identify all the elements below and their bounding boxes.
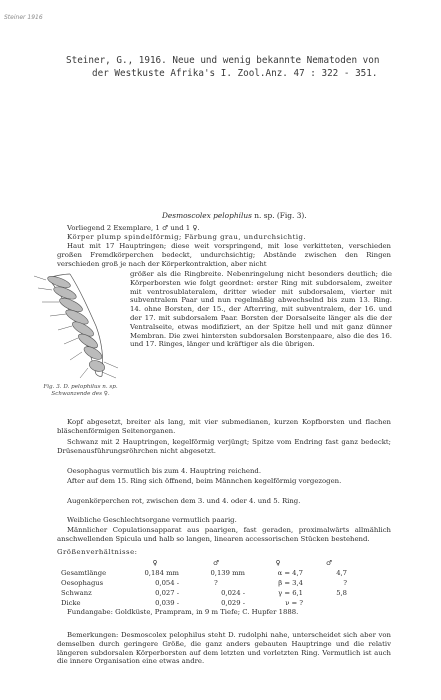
cell-female-value: 0,039 - (155, 599, 179, 607)
cell-female-value: 0,184 mm (144, 569, 179, 577)
table-row (57, 568, 351, 578)
nematode-tail-drawing (30, 272, 122, 380)
species-title-rest: n. sp. (Fig. 3). (254, 211, 307, 220)
citation-header (66, 55, 438, 80)
cell-male-ratio: ? (343, 579, 347, 587)
measurements-table (57, 558, 351, 608)
row-label: Gesamtlänge (61, 569, 107, 577)
para-haut: Haut mit 17 Hauptringen; diese weit vorspringend, mit lose verkitteten, verschieden großen Fremdkörperchen bedeckt, undurchsichtig; Abstände zwischen den Ringen verschieden groß je nach der Körperkontraktion, aber nicht (57, 242, 391, 268)
cell-female-value: 0,027 - (155, 589, 179, 597)
table-row (57, 588, 351, 598)
species-name: Desmoscolex pelophilus (162, 211, 252, 220)
cell-female-value: 0,054 - (155, 579, 179, 587)
para-vorliegend: Vorliegend 2 Exemplare, 1 ♂ und 1 ♀. (67, 224, 200, 232)
row-label: Dicke (61, 599, 81, 607)
para-wrapped-body: größer als die Ringbreite. Nebenringelung nicht besonders deutlich; die Körperborsten wie folgt geordnet: erster Ring mit subdorsalem, zweiter mit ventrosublateralem, dritter wieder mit subdorsalem, vierter mit subventralem Paar und nun regelmäßig abwechselnd bis zum 13. Ring. 14. ohne Borsten, der 15., der Afterring, mit subventralem, der 16. und der 17. mit subdorsalem Paar. Borsten der Dorsalseite länger als die der Ventralseite, etwas modifiziert, an der Spitze hell und mit ganz dünner Membran. Die zwei hintersten subdorsalen Borstenpaare, also die des 16. und 17. Ringes, länger und kräftiger als die übrigen. (130, 270, 392, 349)
cell-male-value: ? (214, 579, 218, 587)
para-after: After auf dem 15. Ring sich öffnend, beim Männchen kegelförmig vorgezogen. (67, 477, 342, 485)
cell-female-ratio: ν = ? (285, 599, 303, 607)
figure-caption-line-2: Schwanzende des ♀. (51, 391, 110, 397)
cell-female-ratio: γ = 6,1 (278, 589, 303, 597)
row-label: Schwanz (61, 589, 92, 597)
cell-male-value: 0,029 - (221, 599, 245, 607)
cell-male-value: 0,139 mm (210, 569, 245, 577)
col-header-female: ♀ (152, 559, 158, 567)
citation-line-2: der Westkuste Afrika's I. Zool.Anz. 47 : 322 - 351. (92, 67, 378, 79)
cell-male-ratio (307, 598, 351, 608)
table-row (57, 578, 351, 588)
para-bemerkungen: Bemerkungen: Desmoscolex pelophilus steht D. rudolphi nahe, unterscheidet sich aber von demselben durch geringere Größe, die ganz anders gebauten Hauptringe und die relativ längeren subdorsalen Körperborsten auf dem letzten und vorletzten Ring. Vermutlich ist auch die innere Organisation eine etwas andre. (57, 631, 391, 666)
figure-caption (33, 384, 128, 398)
cell-male-ratio: 5,8 (336, 589, 347, 597)
species-title (162, 212, 307, 221)
cell-female-ratio: α = 4,7 (277, 569, 303, 577)
col-header-male: ♂ (212, 559, 220, 567)
para-schwanz: Schwanz mit 2 Hauptringen, kegelförmig verjüngt; Spitze vom Endring fast ganz bedeckt; Drüsenausführungsröhrchen nicht abgesetzt. (57, 438, 391, 455)
para-oesophagus: Oesophagus vermutlich bis zum 4. Hauptring reichend. (67, 467, 262, 475)
table-row (57, 598, 351, 608)
figure-caption-line-1: Fig. 3. D. pelophilus n. sp. (43, 384, 118, 390)
para-kopf: Kopf abgesetzt, breiter als lang, mit vier submedianen, kurzen Kopfborsten und flachen bläschenförmigen Seitenorganen. (57, 418, 391, 435)
para-geschlecht: Weibliche Geschlechtsorgane vermutlich paarig. (67, 516, 237, 524)
para-fundangabe: Fundangabe: Goldküste, Prampram, in 9 m Tiefe; C. Hupfer 1888. (67, 608, 299, 616)
para-copulation: Männlicher Copulationsapparat aus paarigen, fast geraden, proximalwärts allmählich anschwellenden Spicula und halb so langen, linearen accessorischen Stücken bestehend. (57, 526, 391, 543)
cell-female-ratio: β = 3,4 (278, 579, 303, 587)
col-header-male-ratio: ♂ (325, 559, 333, 567)
cell-male-value: 0,024 - (221, 589, 245, 597)
measurements-header-row (57, 558, 351, 568)
col-header-female-ratio: ♀ (275, 559, 281, 567)
handwritten-annotation: Steiner 1916 (4, 14, 43, 21)
row-label: Oesophagus (61, 579, 104, 587)
measurements-heading: Größenverhältnisse: (57, 548, 138, 556)
para-augen: Augenkörperchen rot, zwischen dem 3. und 4. oder 4. und 5. Ring. (67, 497, 301, 505)
cell-male-ratio: 4,7 (336, 569, 347, 577)
citation-line-1: Steiner, G., 1916. Neue und wenig bekannte Nematoden von (66, 55, 380, 66)
para-koerper: Körper plump spindelförmig; Färbung grau, undurchsichtig. (67, 233, 307, 241)
nematode-figure (30, 272, 122, 380)
